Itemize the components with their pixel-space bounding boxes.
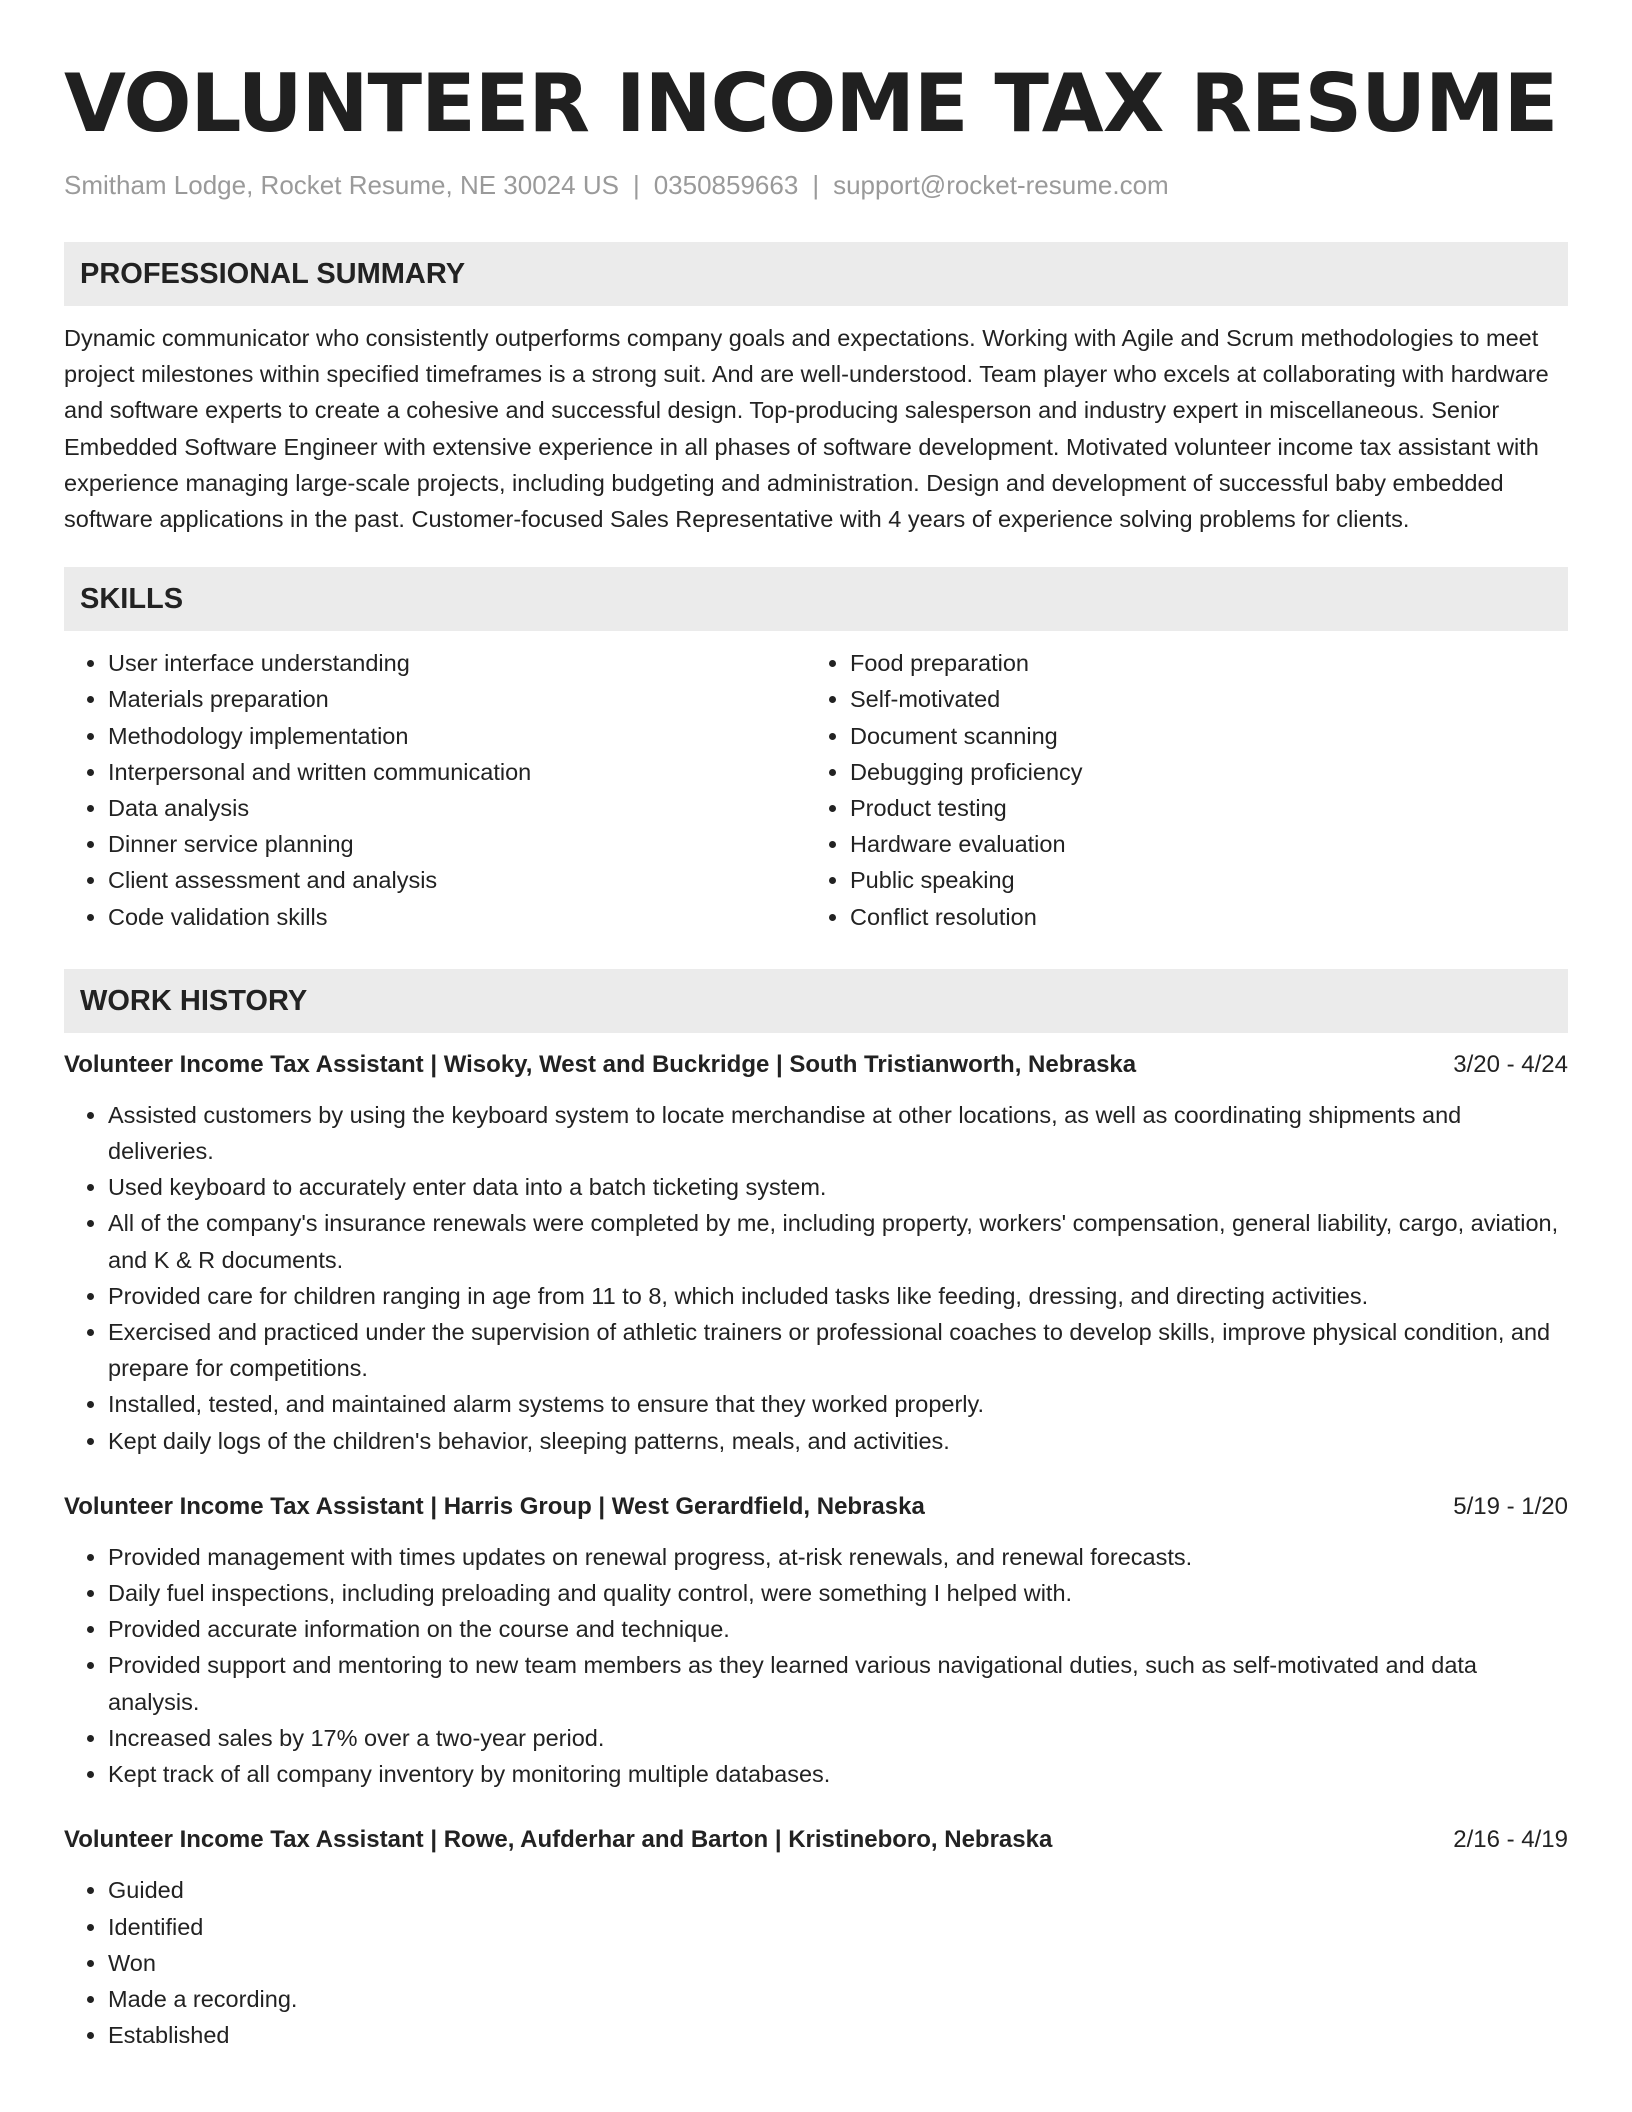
contact-address: Smitham Lodge, Rocket Resume, NE 30024 US (64, 170, 619, 200)
skill-item: • Code validation skills (108, 899, 806, 935)
job-bullet: • Provided support and mentoring to new team members as they learned various navigational duties, such as self-motivated and data analysis. (108, 1647, 1568, 1719)
job-bullet: • Identified (108, 1909, 1568, 1945)
job-bullet: • Provided care for children ranging in age from 11 to 8, which included tasks like feeding, dressing, and directing activities. (108, 1278, 1568, 1314)
job-entry (64, 1047, 1568, 1459)
skill-item: • Public speaking (850, 862, 1548, 898)
skill-item: • Product testing (850, 790, 1548, 826)
job-header (64, 1822, 1568, 1858)
job-title: Volunteer Income Tax Assistant | Rowe, Aufderhar and Barton | Kristineboro, Nebraska (64, 1826, 1053, 1854)
contact-phone: 0350859663 (653, 170, 799, 200)
section-heading-summary: PROFESSIONAL SUMMARY (64, 242, 1568, 306)
section-heading-skills: SKILLS (64, 567, 1568, 631)
skill-item: • Dinner service planning (108, 826, 806, 862)
skills-list (64, 645, 1568, 935)
job-bullet: • Kept daily logs of the children's behavior, sleeping patterns, meals, and activities. (108, 1423, 1568, 1459)
skill-item: • Debugging proficiency (850, 754, 1548, 790)
skill-item: • Food preparation (850, 645, 1548, 681)
skill-item: • User interface understanding (108, 645, 806, 681)
job-bullet: • Kept track of all company inventory by monitoring multiple databases. (108, 1756, 1568, 1792)
job-bullet: • Used keyboard to accurately enter data into a batch ticketing system. (108, 1169, 1568, 1205)
skill-item: • Materials preparation (108, 681, 806, 717)
job-bullets (64, 1097, 1568, 1459)
job-title: Volunteer Income Tax Assistant | Wisoky, West and Buckridge | South Tristianworth, Nebraska (64, 1050, 1137, 1078)
skills-column-left (64, 645, 806, 935)
job-bullets (64, 1539, 1568, 1792)
job-dates: 5/19 - 1/20 (1453, 1492, 1568, 1520)
contact-separator: | (632, 170, 640, 200)
skill-item: • Interpersonal and written communication (108, 754, 806, 790)
job-bullet: • Installed, tested, and maintained alarm systems to ensure that they worked properly. (108, 1386, 1568, 1422)
skills-column-right (806, 645, 1548, 935)
job-bullet: • Established (108, 2017, 1568, 2053)
skill-item: • Document scanning (850, 718, 1548, 754)
job-entry (64, 1489, 1568, 1792)
contact-email: support@rocket-resume.com (833, 170, 1169, 200)
job-bullet: • Exercised and practiced under the supervision of athletic trainers or professional coaches to develop skills, improve physical condition, and prepare for competitions. (108, 1314, 1568, 1386)
skill-item: • Data analysis (108, 790, 806, 826)
job-bullet: • Won (108, 1945, 1568, 1981)
section-heading-work-history: WORK HISTORY (64, 969, 1568, 1033)
resume-title: VOLUNTEER INCOME TAX RESUME (64, 57, 1558, 150)
contact-line (64, 168, 1568, 202)
skill-item: • Methodology implementation (108, 718, 806, 754)
job-title: Volunteer Income Tax Assistant | Harris Group | West Gerardfield, Nebraska (64, 1492, 925, 1520)
skill-item: • Self-motivated (850, 681, 1548, 717)
job-bullet: • Assisted customers by using the keyboard system to locate merchandise at other locations, as well as coordinating shipments and deliveries. (108, 1097, 1568, 1169)
skill-item: • Client assessment and analysis (108, 862, 806, 898)
job-header (64, 1489, 1568, 1525)
summary-text: Dynamic communicator who consistently outperforms company goals and expectations. Working with Agile and Scrum methodologies to meet project milestones within specified timeframes is a strong suit. And are well-understood. Team player who excels at collaborating with hardware and software experts to create a cohesive and successful design. Top-producing salesperson and industry expert in miscellaneous. Senior Embedded Software Engineer with extensive experience in all phases of software development. Motivated volunteer income tax assistant with experience managing large-scale projects, including budgeting and administration. Design and development of successful baby embedded software applications in the past. Customer-focused Sales Representative with 4 years of experience solving problems for clients. (64, 325, 1549, 533)
job-bullet: • All of the company's insurance renewals were completed by me, including property, workers' compensation, general liability, cargo, aviation, and K & R documents. (108, 1205, 1568, 1277)
job-header (64, 1047, 1568, 1083)
skill-item: • Conflict resolution (850, 899, 1548, 935)
job-bullet: • Guided (108, 1872, 1568, 1908)
job-bullet: • Provided management with times updates on renewal progress, at-risk renewals, and renewal forecasts. (108, 1539, 1568, 1575)
job-bullet: • Daily fuel inspections, including preloading and quality control, were something I helped with. (108, 1575, 1568, 1611)
contact-separator: | (812, 170, 820, 200)
job-dates: 3/20 - 4/24 (1453, 1050, 1568, 1078)
job-entry (64, 1822, 1568, 2053)
skill-item: • Hardware evaluation (850, 826, 1548, 862)
job-dates: 2/16 - 4/19 (1453, 1826, 1568, 1854)
job-bullet: • Provided accurate information on the course and technique. (108, 1611, 1568, 1647)
job-bullets (64, 1872, 1568, 2053)
job-bullet: • Made a recording. (108, 1981, 1568, 2017)
job-bullet: • Increased sales by 17% over a two-year period. (108, 1720, 1568, 1756)
